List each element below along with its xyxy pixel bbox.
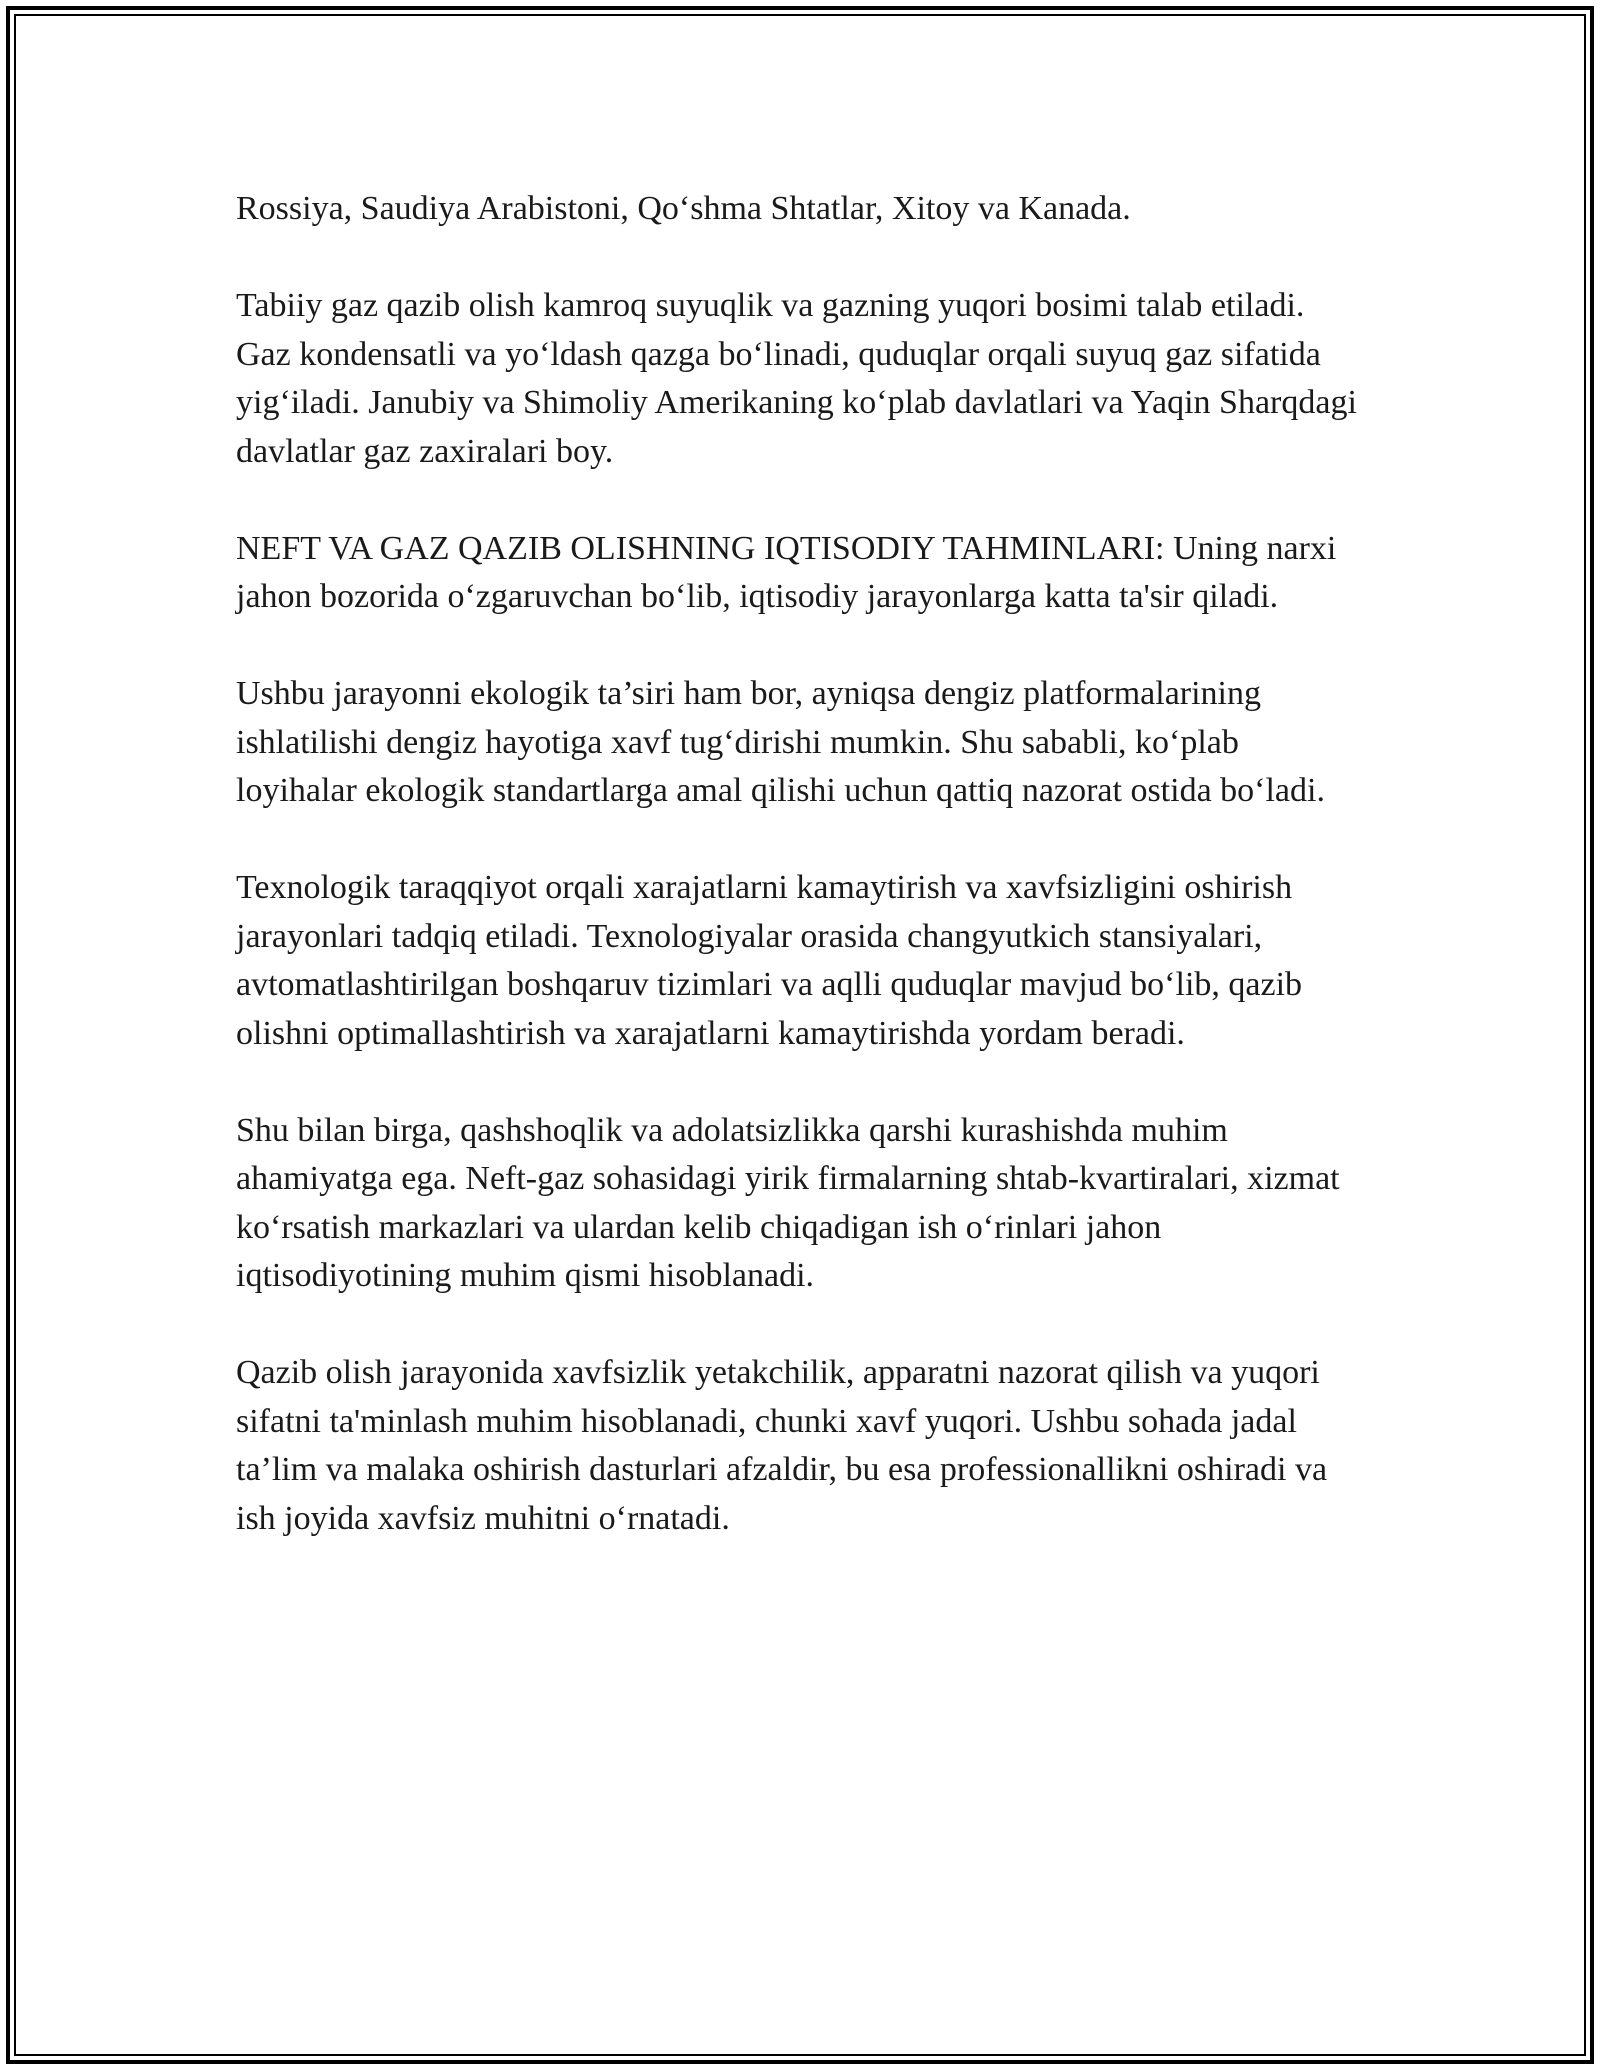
paragraph: Qazib olish jarayonida xavfsizlik yetakchilik, apparatni nazorat qilish va yuqori sifatni ta'minlash muhim hisoblanadi, chunki xavf yuqori. Ushbu sohada jadal ta’lim va malaka oshirish dasturlari afzaldir, bu esa professionallikni oshiradi va ish joyida xavfsiz muhitni o‘rnatadi. — [236, 1354, 1328, 1537]
document-body — [236, 185, 1366, 1592]
paragraph: Rossiya, Saudiya Arabistoni, Qo‘shma Shtatlar, Xitoy va Kanada. — [236, 190, 1131, 227]
paragraph: Tabiiy gaz qazib olish kamroq suyuqlik va gazning yuqori bosimi talab etiladi. Gaz kondensatli va yo‘ldash qazga bo‘linadi, quduqlar orqali suyuq gaz sifatida yig‘iladi. Janubiy va Shimoliy Amerikaning ko‘plab davlatlari va Yaqin Sharqdagi davlatlar gaz zaxiralari boy. — [236, 287, 1357, 470]
paragraph: Shu bilan birga, qashshoqlik va adolatsizlikka qarshi kurashishda muhim ahamiyatga ega. Neft-gaz sohasidagi yirik firmalarning shtab-kvartiralari, xizmat ko‘rsatish markazlari va ulardan kelib chiqadigan ish o‘rinlari jahon iqtisodiyotining muhim qismi hisoblanadi. — [236, 1111, 1340, 1294]
paragraph: Texnologik taraqqiyot orqali xarajatlarni kamaytirish va xavfsizligini oshirish jarayonlari tadqiq etiladi. Texnologiyalar orasida changyutkich stansiyalari, avtomatlashtirilgan boshqaruv tizimlari va aqlli quduqlar mavjud bo‘lib, qazib olishni optimallashtirish va xarajatlarni kamaytirishda yordam beradi. — [236, 869, 1303, 1052]
paragraph: NEFT VA GAZ QAZIB OLISHNING IQTISODIY TAHMINLARI: Uning narxi jahon bozorida o‘zgaruvchan bo‘lib, iqtisodiy jarayonlarga katta ta'sir qiladi. — [236, 529, 1337, 615]
paragraph: Ushbu jarayonni ekologik ta’siri ham bor, ayniqsa dengiz platformalarining ishlatilishi dengiz hayotiga xavf tug‘dirishi mumkin. Shu sababli, ko‘plab loyihalar ekologik standartlarga amal qilishi uchun qattiq nazorat ostida bo‘ladi. — [236, 675, 1325, 809]
